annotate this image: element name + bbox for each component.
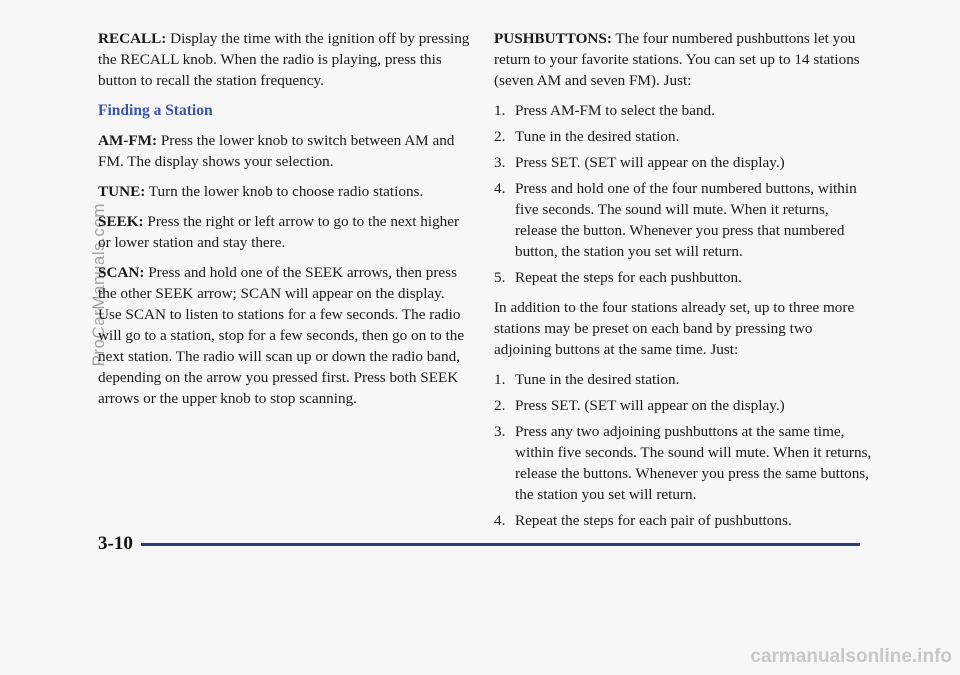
amfm-paragraph <box>98 130 470 172</box>
step-text: Press and hold one of the four numbered buttons, within five seconds. The sound will mute. When it returns, release the button. Whenever you press that numbered button, the station you set will return. <box>515 180 857 260</box>
tune-term: TUNE: <box>98 183 146 200</box>
step-text: Repeat the steps for each pair of pushbuttons. <box>515 512 792 529</box>
list-item <box>494 178 872 262</box>
step-text: Tune in the desired station. <box>515 371 680 388</box>
scan-text: Press and hold one of the SEEK arrows, then press the other SEEK arrow; SCAN will appear on the display. Use SCAN to listen to stations for a few seconds. The radio will go to a station, stop for a few seconds, then go on to the next station. The radio will scan up or down the radio band, depending on the arrow you pressed first. Press both SEEK arrows or the upper knob to stop scanning. <box>98 264 465 407</box>
step-text: Press any two adjoining pushbuttons at the same time, within five seconds. The sound will mute. When it returns, release the buttons. Whenever you press the same buttons, the station you set will return. <box>515 423 872 503</box>
recall-term: RECALL: <box>98 30 167 47</box>
list-item <box>494 100 872 121</box>
step-number: 1. <box>494 102 506 119</box>
pair-steps-list <box>494 369 872 531</box>
page-footer <box>98 532 860 556</box>
pushbuttons-term: PUSHBUTTONS: <box>494 30 612 47</box>
step-number: 4. <box>494 180 506 197</box>
list-item <box>494 152 872 173</box>
step-text: Repeat the steps for each pushbutton. <box>515 269 742 286</box>
tune-text: Turn the lower knob to choose radio stations. <box>145 183 424 200</box>
recall-text: Display the time with the ignition off by pressing the RECALL knob. When the radio is playing, press this button to recall the station frequency. <box>98 30 470 89</box>
step-text: Press SET. (SET will appear on the display.) <box>515 154 785 171</box>
list-item <box>494 421 872 505</box>
step-number: 4. <box>494 512 506 529</box>
step-number: 3. <box>494 154 506 171</box>
step-number: 1. <box>494 371 506 388</box>
seek-term: SEEK: <box>98 213 144 230</box>
pushbuttons-paragraph <box>494 28 872 91</box>
finding-station-heading: Finding a Station <box>98 102 213 119</box>
pushbuttons-text: The four numbered pushbuttons let you return to your favorite stations. You can set up to 14 stations (seven AM and seven FM). Just: <box>494 30 860 89</box>
step-text: Press SET. (SET will appear on the display.) <box>515 397 785 414</box>
step-text: Tune in the desired station. <box>515 128 680 145</box>
step-text: Press AM-FM to select the band. <box>515 102 715 119</box>
step-number: 3. <box>494 423 506 440</box>
seek-paragraph <box>98 211 470 253</box>
additional-stations-paragraph: In addition to the four stations already set, up to three more stations may be preset on each band by pressing two adjoining buttons at the same time. Just: <box>494 299 855 358</box>
bottom-watermark: carmanualsonline.info <box>750 646 952 667</box>
pushbutton-steps-list <box>494 100 872 288</box>
amfm-term: AM-FM: <box>98 132 158 149</box>
left-column <box>98 28 470 418</box>
list-item <box>494 395 872 416</box>
list-item <box>494 126 872 147</box>
side-watermark <box>88 200 110 370</box>
step-number: 2. <box>494 397 506 414</box>
seek-text: Press the right or left arrow to go to the next higher or lower station and stay there. <box>98 213 460 251</box>
footer-rule <box>141 543 860 546</box>
recall-paragraph <box>98 28 470 91</box>
side-watermark-text: ProCarManuals.com <box>89 203 108 367</box>
page-number: 3-10 <box>98 533 133 554</box>
list-item <box>494 267 872 288</box>
step-number: 5. <box>494 269 506 286</box>
right-column <box>494 28 872 540</box>
scan-paragraph <box>98 262 470 409</box>
list-item <box>494 510 872 531</box>
list-item <box>494 369 872 390</box>
step-number: 2. <box>494 128 506 145</box>
scan-term: SCAN: <box>98 264 145 281</box>
tune-paragraph <box>98 181 470 202</box>
amfm-text: Press the lower knob to switch between AM and FM. The display shows your selection. <box>98 132 455 170</box>
